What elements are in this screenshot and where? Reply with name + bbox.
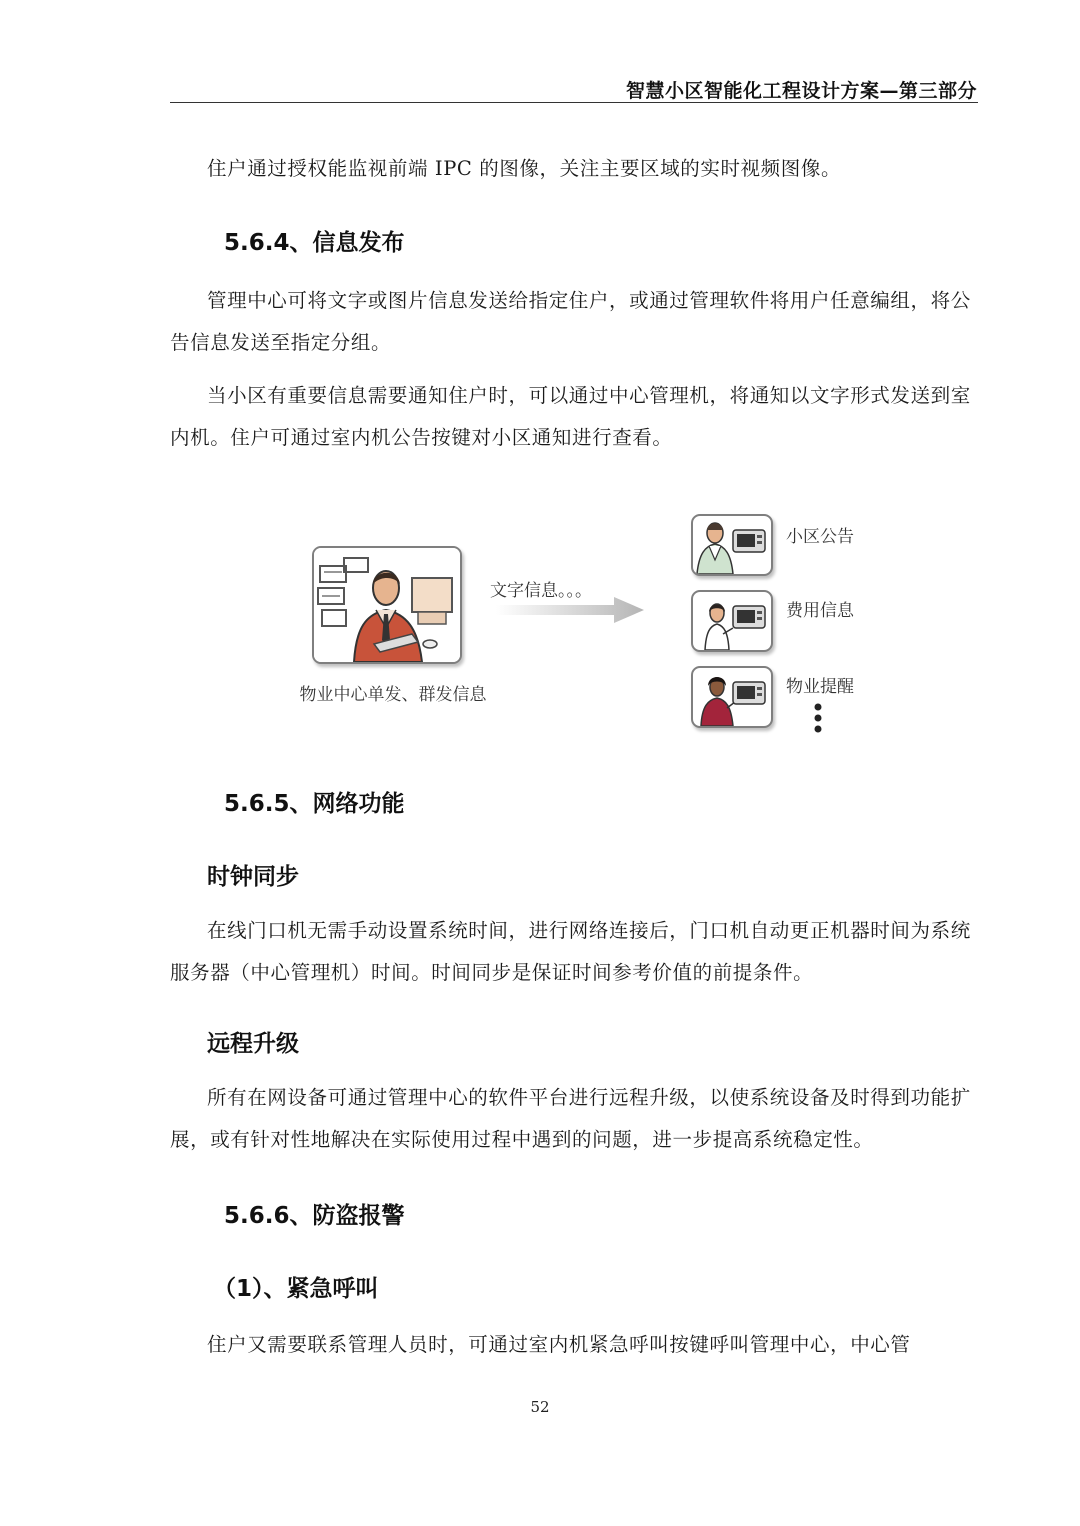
send-arrow-icon <box>496 596 646 624</box>
target-label-1: 小区公告 <box>786 527 854 547</box>
section-5-6-4-heading: 5.6.4、信息发布 <box>224 230 405 256</box>
remote-upgrade-paragraph: 所有在网设备可通过管理中心的软件平台进行远程升级，以使系统设备及时得到功能扩展，或有针对性地解决在实际使用过程中遇到的问题，进一步提高系统稳定性。 <box>170 1086 971 1151</box>
security-guard-icon <box>693 516 771 574</box>
target-label-3: 物业提醒 <box>786 677 854 697</box>
emergency-call-paragraph: 住户又需要联系管理人员时，可通过室内机紧急呼叫按键呼叫管理中心，中心管 <box>207 1333 911 1356</box>
section-5-6-4-paragraph-2: 当小区有重要信息需要通知住户时，可以通过中心管理机，将通知以文字形式发送到室内机。住户可通过室内机公告按键对小区通知进行查看。 <box>170 384 971 449</box>
target-box-3 <box>691 666 773 728</box>
remote-upgrade-heading: 远程升级 <box>207 1031 299 1057</box>
emergency-call-heading: （1）、紧急呼叫 <box>213 1276 379 1302</box>
property-center-picture <box>312 546 462 664</box>
clock-sync-paragraph: 在线门口机无需手动设置系统时间，进行网络连接后，门口机自动更正机器时间为系统服务器（中心管理机）时间。时间同步是保证时间参考价值的前提条件。 <box>170 919 971 984</box>
resident-woman-icon <box>693 592 771 650</box>
arrow-label: 文字信息。。。 <box>490 581 592 601</box>
target-box-2 <box>691 590 773 652</box>
operator-at-computer-icon <box>314 548 460 662</box>
section-5-6-5-heading: 5.6.5、网络功能 <box>224 791 405 817</box>
intro-paragraph: 住户通过授权能监视前端 IPC 的图像，关注主要区域的实时视频图像。 <box>207 157 842 180</box>
source-caption: 物业中心单发、群发信息 <box>299 685 487 705</box>
clock-sync-heading: 时钟同步 <box>207 864 299 890</box>
target-box-1 <box>691 514 773 576</box>
section-5-6-6-heading: 5.6.6、防盗报警 <box>224 1203 405 1229</box>
page-number: 52 <box>530 1398 550 1416</box>
more-items-icon <box>812 702 824 734</box>
resident-lady-icon <box>693 668 771 726</box>
header-rule <box>170 102 978 103</box>
header-title: 智慧小区智能化工程设计方案—第三部分 <box>625 80 977 102</box>
section-5-6-4-paragraph-1: 管理中心可将文字或图片信息发送给指定住户，或通过管理软件将用户任意编组，将公告信息发送至指定分组。 <box>170 289 971 354</box>
info-publish-figure <box>284 500 884 740</box>
target-label-2: 费用信息 <box>786 601 854 621</box>
